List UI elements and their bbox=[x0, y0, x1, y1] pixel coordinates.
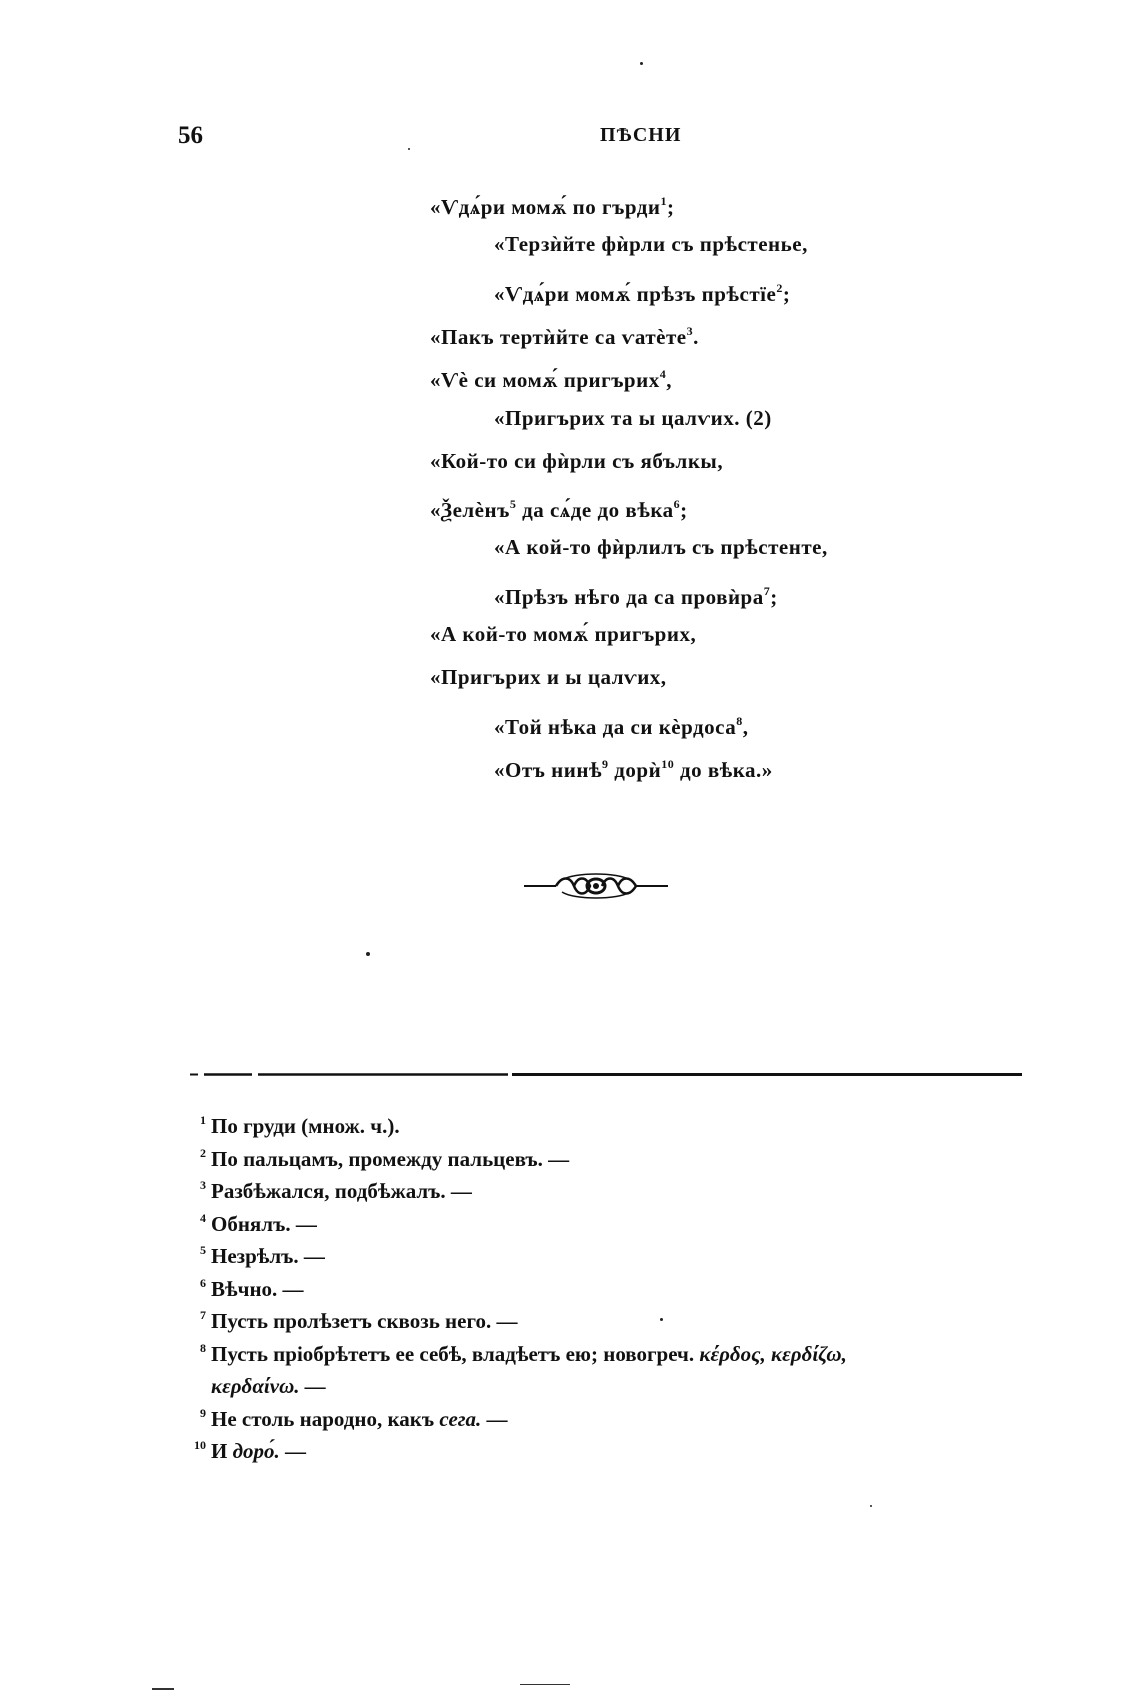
verse-line bbox=[494, 267, 790, 316]
footnotes bbox=[176, 1110, 1056, 1468]
verse-text: «Ѵдѧ́ри момѫ́ прѣзъ прѣстïе bbox=[494, 281, 777, 306]
footnote-text bbox=[211, 1240, 325, 1273]
verse-text: «Кой-то си фѝрли съ ябълкы, bbox=[430, 448, 724, 473]
verse-text: дорѝ bbox=[608, 757, 662, 782]
verse-line bbox=[494, 700, 748, 749]
scan-mark bbox=[152, 1688, 174, 1690]
verse-text: «А кой-то фѝрлилъ съ прѣстенте, bbox=[494, 535, 828, 560]
footnote-rule bbox=[190, 1073, 1022, 1076]
verse-line bbox=[494, 570, 778, 619]
footnote bbox=[176, 1338, 1056, 1371]
footnote-body: Пусть пролѣзетъ сквозь него. — bbox=[211, 1309, 518, 1333]
footnote-ref: 7 bbox=[763, 583, 771, 598]
footnote-ref: 10 bbox=[661, 756, 675, 771]
verse-text: , bbox=[666, 368, 672, 393]
verse-text: . bbox=[693, 324, 699, 349]
verse-line bbox=[494, 397, 772, 440]
verse-text: «Прѣзъ нѣго да са провѝра bbox=[494, 584, 764, 609]
verse-text: до вѣка.» bbox=[674, 757, 773, 782]
verse-text: «Ѵдѧ́ри момѫ́ по гърди bbox=[430, 195, 661, 219]
verse-text: ; bbox=[782, 281, 791, 306]
verse-line bbox=[494, 743, 773, 792]
verse-text: «Терзѝйте фѝрли съ прѣстенье, bbox=[494, 232, 808, 257]
italic-word: доро́. bbox=[232, 1439, 280, 1463]
footnote-text bbox=[211, 1273, 304, 1306]
verse-line bbox=[430, 656, 667, 699]
footnote bbox=[176, 1305, 1056, 1338]
footnote-number: 10 bbox=[194, 1438, 206, 1452]
verse-text: «Пригърих и ы цалѵих, bbox=[430, 665, 667, 690]
footnote-dash: — bbox=[481, 1406, 508, 1431]
footnote-number: 5 bbox=[200, 1243, 206, 1257]
footnote-text bbox=[211, 1110, 400, 1143]
footnote-ref: 5 bbox=[509, 497, 517, 512]
footnote-text bbox=[211, 1435, 306, 1468]
footnote-body: Незрѣлъ. — bbox=[211, 1244, 325, 1268]
footnote-dash: — bbox=[279, 1439, 307, 1463]
verse-text: «Той нѣка да си кѐрдоса bbox=[494, 714, 737, 739]
footnote-body: И bbox=[211, 1439, 228, 1463]
footnote-number: 6 bbox=[200, 1275, 206, 1290]
verse-line bbox=[430, 310, 699, 359]
footnote-number: 2 bbox=[200, 1145, 206, 1160]
verse-text: , bbox=[742, 714, 749, 739]
footnote-number: 8 bbox=[200, 1340, 206, 1355]
footnote-ref: 8 bbox=[736, 713, 743, 728]
footnote-body: По груди (множ. ч.). bbox=[211, 1114, 400, 1138]
verse-line bbox=[494, 526, 828, 569]
footnote bbox=[176, 1403, 1056, 1436]
page-number: 56 bbox=[178, 122, 203, 149]
footnote-body: Вѣчно. — bbox=[211, 1276, 304, 1301]
verse-text: «Пакъ тертѝйте са ѵатѐте bbox=[430, 324, 687, 349]
scan-speck bbox=[640, 62, 643, 65]
greek-words: κερδαίνω. — bbox=[211, 1374, 326, 1398]
footnote-continuation bbox=[176, 1370, 1056, 1403]
footnote bbox=[176, 1143, 1056, 1176]
footnote bbox=[176, 1175, 1056, 1208]
running-title: ПѢСНИ bbox=[600, 124, 682, 146]
italic-word: сега. bbox=[439, 1406, 482, 1431]
footnote bbox=[176, 1435, 1056, 1468]
footnote-number: 7 bbox=[200, 1308, 206, 1322]
footnote-text bbox=[211, 1403, 508, 1436]
footnote-text bbox=[211, 1143, 569, 1176]
footnote bbox=[176, 1240, 1056, 1273]
footnote bbox=[176, 1208, 1056, 1241]
greek-words: κέρδος, κερδίζω, bbox=[699, 1341, 847, 1366]
footnote-text bbox=[211, 1208, 317, 1241]
footnote-body: По пальцамъ, промежду пальцевъ. — bbox=[211, 1146, 570, 1171]
footnote-ref: 9 bbox=[602, 756, 609, 771]
verse-line bbox=[430, 353, 672, 402]
verse-text: «Отъ нинѣ bbox=[494, 757, 603, 782]
verse-line bbox=[430, 613, 696, 656]
verse-text: «Ѯелѐнъ bbox=[430, 498, 510, 523]
footnote-ref: 6 bbox=[673, 497, 681, 512]
footnote-ref: 2 bbox=[776, 280, 783, 295]
footnote-text bbox=[211, 1305, 517, 1338]
verse-text: «А кой-то момѫ́ пригърих, bbox=[430, 622, 697, 646]
verse-text: ; bbox=[666, 195, 675, 219]
scan-speck bbox=[366, 952, 370, 956]
scan-speck bbox=[408, 148, 410, 150]
footnote-number: 3 bbox=[200, 1178, 206, 1192]
scan-speck bbox=[870, 1505, 872, 1507]
verse-line bbox=[430, 483, 688, 532]
verse-text: да сѧ́де до вѣка bbox=[516, 498, 674, 523]
footnote-text bbox=[211, 1175, 472, 1208]
verse-text: «Пригърих та ы цалѵих. (2) bbox=[494, 405, 772, 430]
footnote-body: Обнялъ. — bbox=[211, 1211, 317, 1236]
ornament-divider bbox=[522, 870, 670, 902]
footnote-number: 4 bbox=[200, 1210, 206, 1225]
footnote-ref: 3 bbox=[686, 323, 694, 338]
footnote bbox=[176, 1110, 1056, 1143]
verse-line bbox=[494, 223, 808, 266]
scan-mark bbox=[520, 1684, 570, 1685]
verse-text: ; bbox=[770, 584, 778, 609]
verse-text: ; bbox=[680, 498, 688, 523]
footnote-body: Разбѣжался, подбѣжалъ. — bbox=[211, 1179, 472, 1203]
footnote-number: 9 bbox=[200, 1405, 206, 1420]
scan-speck bbox=[660, 1318, 663, 1321]
verse-line bbox=[430, 180, 674, 229]
verse-line bbox=[430, 440, 723, 483]
footnote-ref: 1 bbox=[660, 194, 667, 208]
footnote-number: 1 bbox=[200, 1113, 206, 1127]
footnote-body: Пусть пріобрѣтетъ ее себѣ, владѣетъ ею; новогреч. bbox=[211, 1341, 695, 1366]
footnote-body: Не столь народно, какъ bbox=[211, 1406, 435, 1431]
footnote-ref: 4 bbox=[659, 367, 667, 382]
footnote bbox=[176, 1273, 1056, 1306]
verse-text: «Ѵѐ си момѫ́ пригърих bbox=[430, 368, 660, 393]
footnote-text bbox=[211, 1338, 847, 1371]
